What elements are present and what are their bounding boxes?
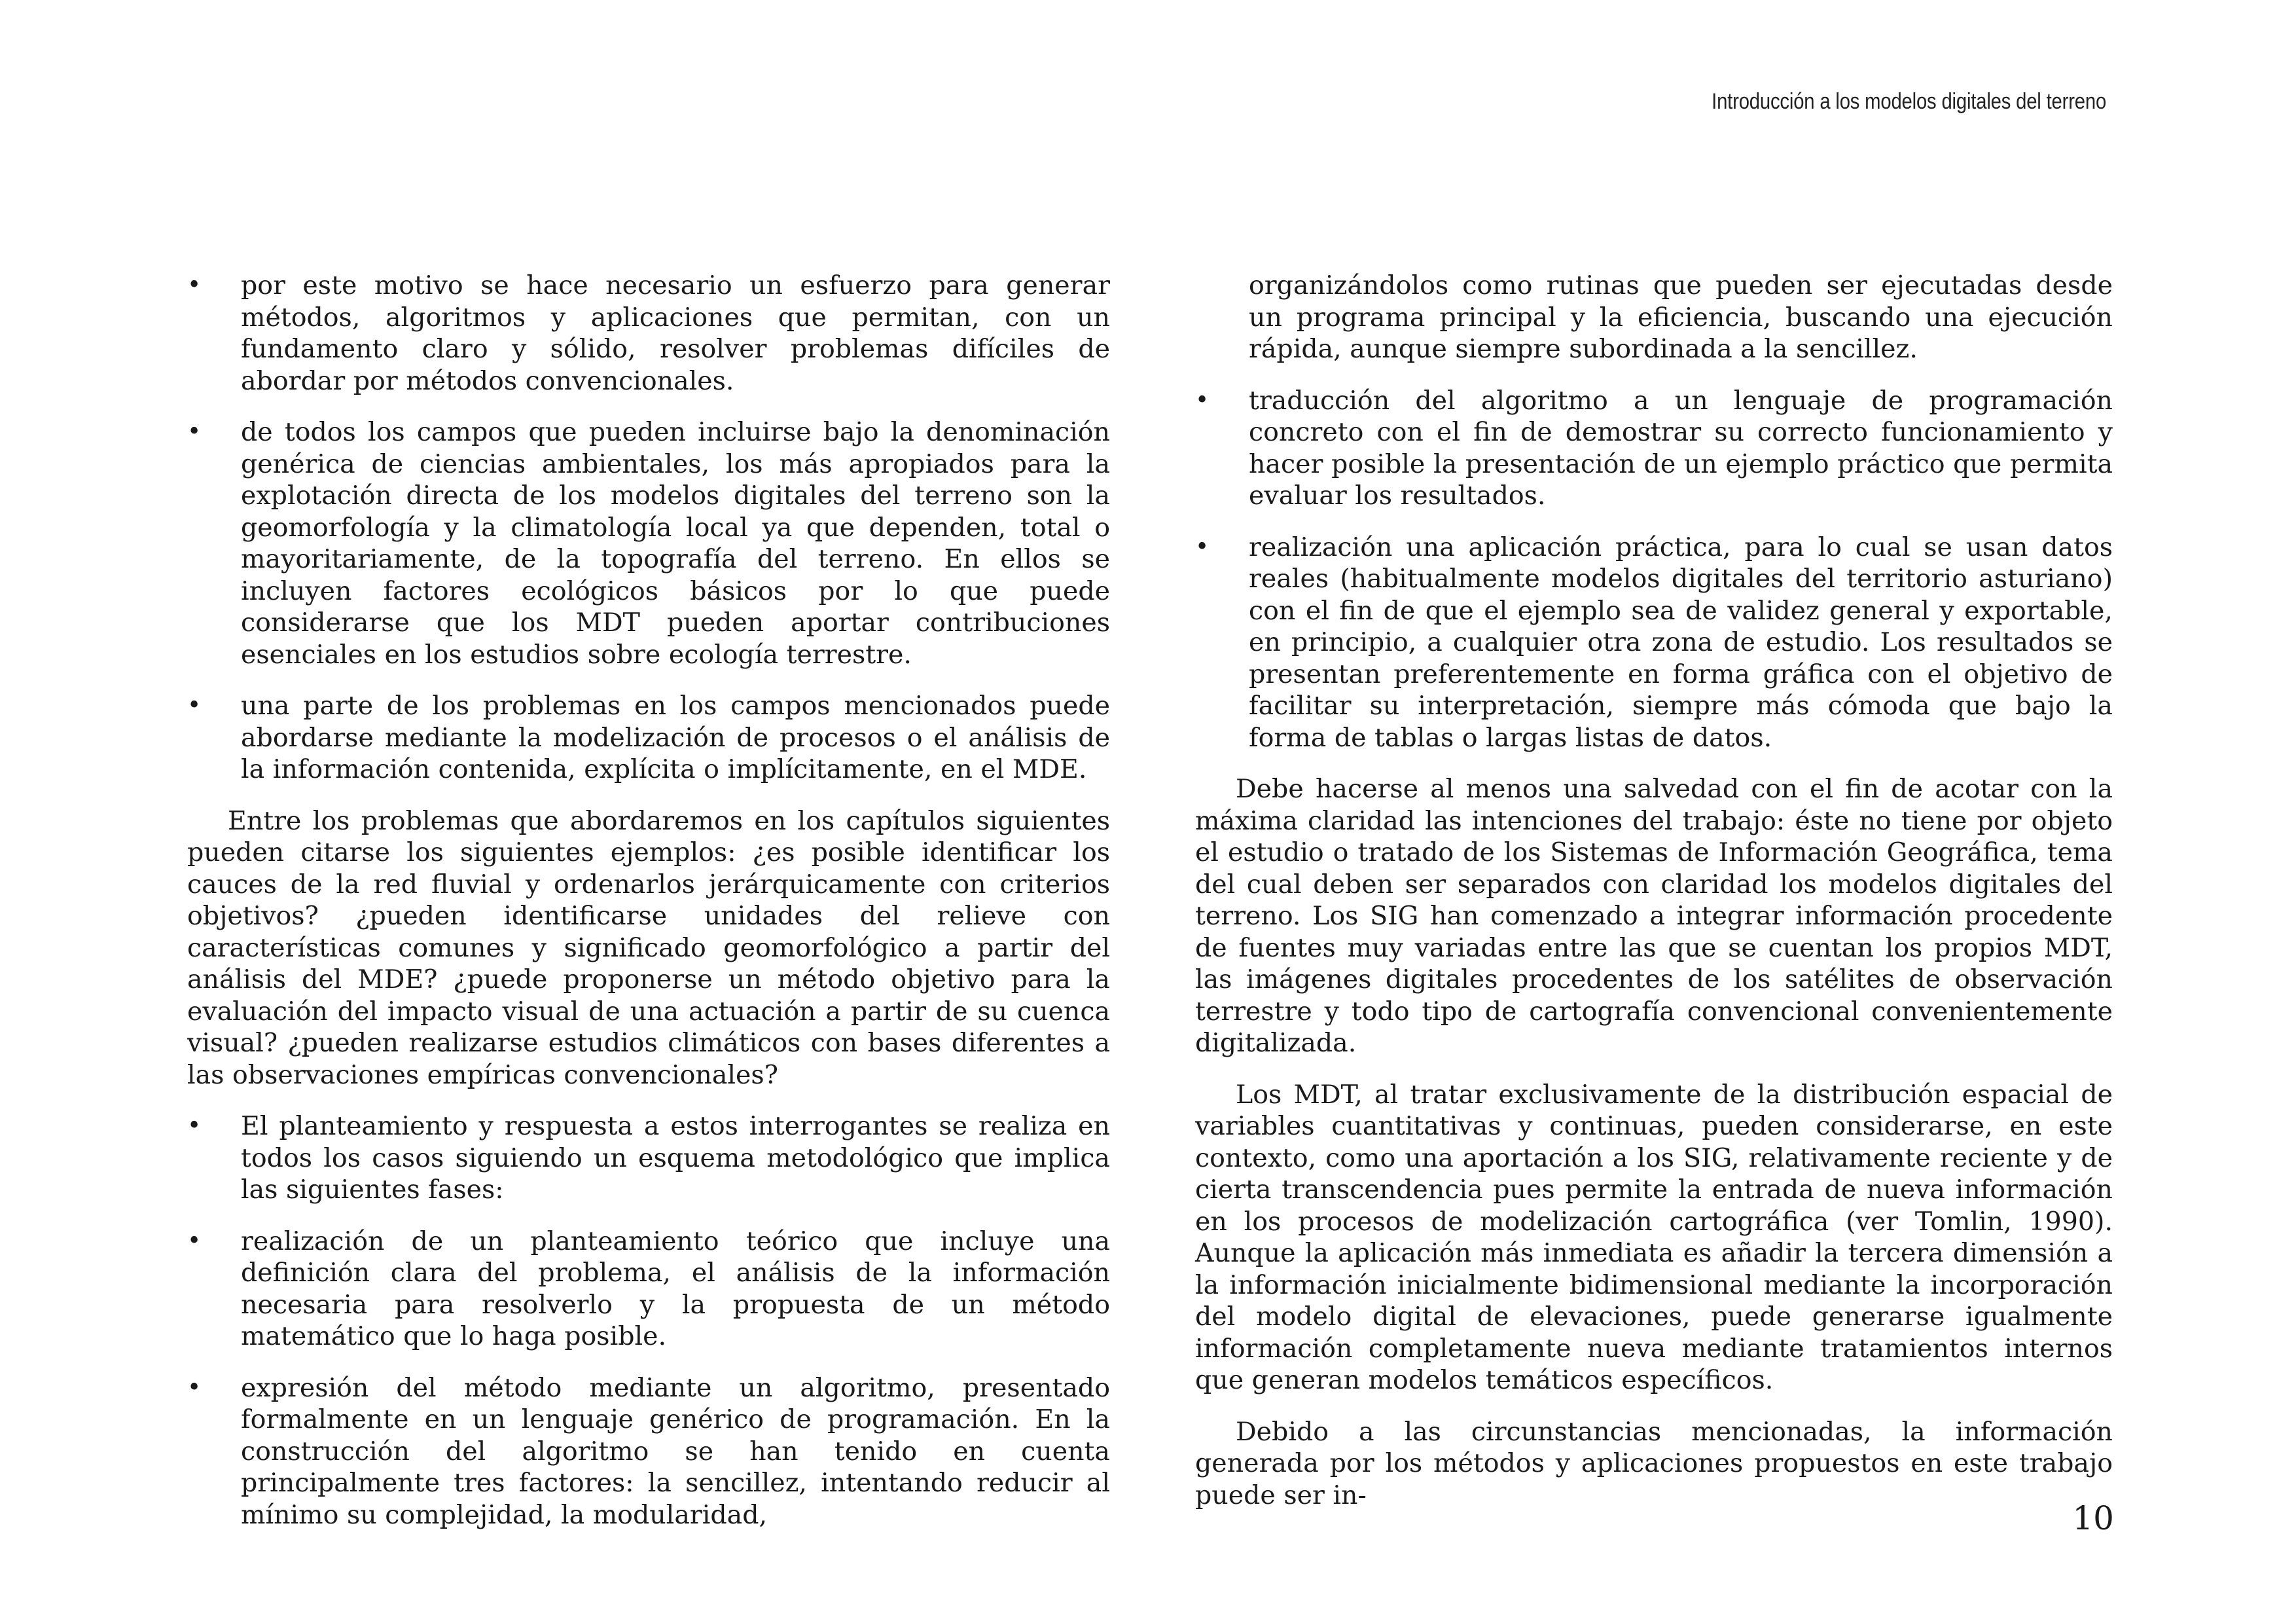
body-paragraph: Debe hacerse al menos una salvedad con el fin de acotar con la máxima claridad las intenciones del trabajo: éste no tiene por objeto el estudio o tratado de los Sistemas de Información Geográfica, tema del cual deben ser separados con claridad los modelos digitales del terreno. Los SIG han comenzado a integrar información procedente de fuentes muy variadas entre las que se cuentan los propios MDT, las imágenes digitales procedentes de los satélites de observación terrestre y todo tipo de cartografía convencional convenientemente digitalizada. xyxy=(1195,774,2113,1058)
bullet-icon: • xyxy=(187,1112,202,1139)
bullet-icon: • xyxy=(187,1374,202,1401)
list-item xyxy=(187,1372,1110,1531)
bullet-icon: • xyxy=(187,1227,202,1254)
list-item xyxy=(187,416,1110,670)
list-item-text: El planteamiento y respuesta a estos interrogantes se realiza en todos los casos siguiendo un esquema metodológico que implica las siguientes fases: xyxy=(241,1111,1110,1205)
list-item-text: expresión del método mediante un algoritmo, presentado formalmente en un lenguaje genérico de programación. En la construcción del algoritmo se han tenido en cuenta principalmente tres factores: la sencillez, intentando reducir al mínimo su complejidad, la modularidad, xyxy=(241,1372,1110,1530)
body-paragraph: Los MDT, al tratar exclusivamente de la distribución espacial de variables cuantitativas y continuas, pueden considerarse, en este contexto, como una aportación a los SIG, relativamente reciente y de cierta transcendencia pues permite la entrada de nueva información en los procesos de modelización cartográfica (ver Tomlin, 1990). Aunque la aplicación más inmediata es añadir la tercera dimensión a la información inicialmente bidimensional mediante la incorporación del modelo digital de elevaciones, puede generarse igualmente información completamente nueva mediante tratamientos internos que generan modelos temáticos específicos. xyxy=(1195,1079,2113,1395)
body-paragraph: Debido a las circunstancias mencionadas, la información generada por los métodos y aplicaciones propuestos en este trabajo puede ser in- xyxy=(1195,1416,2113,1510)
list-item xyxy=(1195,532,2113,754)
list-item xyxy=(187,1226,1110,1353)
list-item xyxy=(1195,385,2113,512)
page-number: 10 xyxy=(2072,1499,2114,1537)
list-item-text: traducción del algoritmo a un lenguaje de programación concreto con el fin de demostrar su correcto funcionamiento y hacer posible la presentación de un ejemplo práctico que permita evaluar los resultados. xyxy=(1249,385,2113,511)
right-column xyxy=(1195,270,2113,1511)
list-item-text: realización una aplicación práctica, para lo cual se usan datos reales (habitualmente modelos digitales del territorio asturiano) con el fin de que el ejemplo sea de validez general y exportable, en principio, a cualquier otra zona de estudio. Los resultados se presentan preferentemente en forma gráfica con el objetivo de facilitar su interpretación, siempre más cómoda que bajo la forma de tablas o largas listas de datos. xyxy=(1249,532,2113,753)
list-item xyxy=(187,270,1110,397)
list-item-text: una parte de los problemas en los campos mencionados puede abordarse mediante la modelización de procesos o el análisis de la información contenida, explícita o implícitamente, en el MDE. xyxy=(241,691,1110,784)
list-item-continuation: organizándolos como rutinas que pueden ser ejecutadas desde un programa principal y la eficiencia, buscando una ejecución rápida, aunque siempre subordinada a la sencillez. xyxy=(1249,270,2113,364)
running-header: Introducción a los modelos digitales del terreno xyxy=(1712,89,2106,114)
list-item xyxy=(187,690,1110,786)
bullet-icon: • xyxy=(1195,386,1210,414)
bullet-icon: • xyxy=(187,692,202,719)
left-column xyxy=(187,270,1110,1531)
bullet-icon: • xyxy=(187,272,202,299)
bullet-icon: • xyxy=(1195,533,1210,560)
list-item xyxy=(187,1110,1110,1206)
list-item-text: por este motivo se hace necesario un esfuerzo para generar métodos, algoritmos y aplicaciones que permitan, con un fundamento claro y sólido, resolver problemas difíciles de abordar por métodos convencionales. xyxy=(241,270,1110,396)
body-paragraph: Entre los problemas que abordaremos en los capítulos siguientes pueden citarse los siguientes ejemplos: ¿es posible identificar los cauces de la red fluvial y ordenarlos jerárquicamente con criterios objetivos? ¿pueden identificarse unidades del relieve con características comunes y significado geomorfológico a partir del análisis del MDE? ¿puede proponerse un método objetivo para la evaluación del impacto visual de una actuación a partir de su cuenca visual? ¿pueden realizarse estudios climáticos con bases diferentes a las observaciones empíricas convencionales? xyxy=(187,805,1110,1090)
list-item-text: realización de un planteamiento teórico que incluye una definición clara del problema, el análisis de la información necesaria para resolverlo y la propuesta de un método matemático que lo haga posible. xyxy=(241,1226,1110,1351)
bullet-icon: • xyxy=(187,418,202,445)
list-item-text: de todos los campos que pueden incluirse bajo la denominación genérica de ciencias ambientales, los más apropiados para la explotación directa de los modelos digitales del terreno son la geomorfología y la climatología local ya que dependen, total o mayoritariamente, de la topografía del terreno. En ellos se incluyen factores ecológicos básicos por lo que puede considerarse que los MDT pueden aportar contribuciones esenciales en los estudios sobre ecología terrestre. xyxy=(241,417,1110,670)
